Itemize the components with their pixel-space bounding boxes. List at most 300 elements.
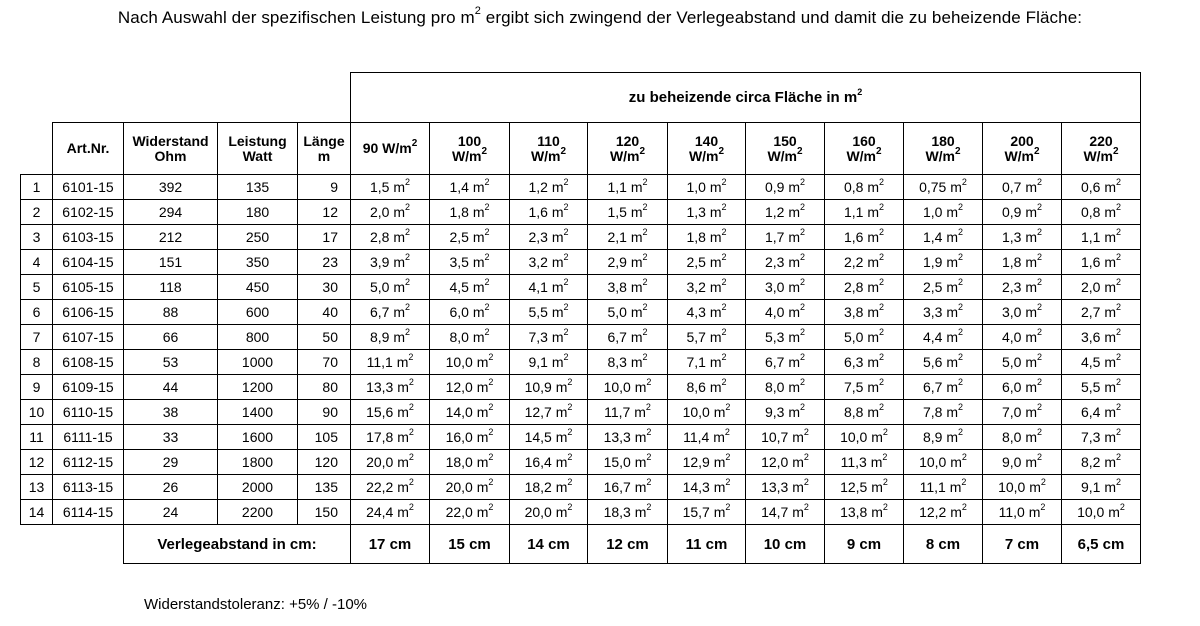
table-row <box>21 175 1141 200</box>
area-unit-sup: 2 <box>725 477 731 488</box>
area-unit: m <box>393 504 409 520</box>
area-unit-sup: 2 <box>961 177 967 188</box>
area-unit-sup: 2 <box>800 377 806 388</box>
area-unit: m <box>1100 254 1116 270</box>
area-value: 1,8 <box>1001 254 1022 270</box>
area-unit-sup: 2 <box>1037 377 1043 388</box>
area-cell <box>668 225 746 250</box>
area-unit: m <box>1100 404 1116 420</box>
area-value: 2,8 <box>843 279 864 295</box>
area-cell <box>746 500 825 525</box>
area-unit-sup: 2 <box>1040 502 1046 513</box>
resistance-ohm: 53 <box>124 350 218 375</box>
intro-text-main: Nach Auswahl der spezifischen Leistung pro m <box>117 8 475 27</box>
header-widerstand-line2: Ohm <box>154 147 187 164</box>
area-value: 0,9 <box>1001 204 1022 220</box>
area-cell <box>983 200 1062 225</box>
area-value: 16,7 <box>603 479 631 495</box>
area-unit: m <box>472 454 489 470</box>
area-unit-sup: 2 <box>958 252 964 263</box>
area-cell <box>588 500 668 525</box>
area-unit-sup: 2 <box>567 502 573 513</box>
area-cell <box>825 450 904 475</box>
area-value: 11,4 <box>683 429 710 445</box>
article-number: 6112-15 <box>53 450 124 475</box>
area-unit: m <box>1021 229 1037 245</box>
area-value: 1,5 <box>369 179 390 195</box>
area-cell <box>510 425 588 450</box>
area-unit: m <box>1024 504 1041 520</box>
area-cell <box>1062 425 1141 450</box>
area-unit: m <box>472 429 489 445</box>
area-unit: m <box>1025 479 1041 495</box>
area-value: 1,8 <box>449 204 469 220</box>
area-unit-sup: 2 <box>961 452 967 463</box>
area-unit-sup: 2 <box>484 327 490 338</box>
area-unit: m <box>863 354 879 370</box>
area-unit: m <box>705 304 722 320</box>
area-cell <box>668 500 746 525</box>
area-unit-sup: 2 <box>1037 402 1043 413</box>
area-unit-sup: 2 <box>1037 227 1043 238</box>
article-number: 6105-15 <box>53 275 124 300</box>
area-unit: m <box>468 229 485 245</box>
area-cell <box>904 250 983 275</box>
area-unit-sup: 2 <box>721 377 727 388</box>
area-value: 5,5 <box>528 304 548 320</box>
header-area-sup: 2 <box>797 145 803 157</box>
area-cell <box>351 300 430 325</box>
area-value: 9,3 <box>764 404 785 420</box>
area-unit: m <box>1021 179 1037 195</box>
area-value: 6,0 <box>1001 379 1022 395</box>
area-unit-sup: 2 <box>882 477 888 488</box>
area-value: 15,6 <box>366 404 394 420</box>
area-unit-sup: 2 <box>484 177 490 188</box>
area-cell <box>904 475 983 500</box>
area-unit-sup: 2 <box>958 202 964 213</box>
spacing-value: 12 cm <box>588 525 668 564</box>
area-unit-sup: 2 <box>1037 177 1043 188</box>
area-cell <box>825 250 904 275</box>
area-unit-sup: 2 <box>800 227 806 238</box>
area-unit-sup: 2 <box>882 427 888 438</box>
area-unit: m <box>472 379 489 395</box>
area-cell <box>904 175 983 200</box>
area-cell <box>588 275 668 300</box>
area-cell <box>430 425 510 450</box>
area-unit-sup: 2 <box>646 477 652 488</box>
area-unit-sup: 2 <box>961 502 967 513</box>
area-cell <box>746 175 825 200</box>
area-cell <box>983 350 1062 375</box>
area-cell <box>1062 500 1141 525</box>
area-value: 7,1 <box>686 354 706 370</box>
area-unit: m <box>942 254 958 270</box>
spacing-value: 11 cm <box>668 525 746 564</box>
header-area-sup: 2 <box>639 145 646 157</box>
length-m: 40 <box>298 300 351 325</box>
row-number: 12 <box>21 450 53 475</box>
row-number: 6 <box>21 300 53 325</box>
area-cell <box>430 500 510 525</box>
area-cell <box>588 225 668 250</box>
area-value: 2,3 <box>1001 279 1022 295</box>
group-header-row <box>21 73 1141 123</box>
area-unit: m <box>626 254 643 270</box>
area-value: 10,9 <box>524 379 552 395</box>
area-unit: m <box>393 379 409 395</box>
area-unit: m <box>705 329 722 345</box>
area-cell <box>351 225 430 250</box>
resistance-ohm: 118 <box>124 275 218 300</box>
area-value: 8,2 <box>1080 454 1101 470</box>
area-value: 2,5 <box>922 279 943 295</box>
area-unit: m <box>1021 354 1037 370</box>
area-unit: m <box>630 454 647 470</box>
area-unit-sup: 2 <box>879 177 885 188</box>
area-unit-sup: 2 <box>958 327 964 338</box>
length-m: 23 <box>298 250 351 275</box>
area-cell <box>746 425 825 450</box>
area-unit-sup: 2 <box>1119 502 1125 513</box>
area-unit: m <box>945 479 962 495</box>
resistance-ohm: 26 <box>124 475 218 500</box>
power-watt: 450 <box>218 275 298 300</box>
intro-sup: 2 <box>474 5 481 18</box>
area-unit-sup: 2 <box>642 202 648 213</box>
area-unit-sup: 2 <box>484 227 490 238</box>
article-number: 6111-15 <box>53 425 124 450</box>
area-cell <box>588 350 668 375</box>
area-cell <box>351 350 430 375</box>
area-cell <box>430 250 510 275</box>
area-value: 10,0 <box>1077 504 1105 520</box>
area-unit: m <box>863 329 879 345</box>
area-unit: m <box>784 204 800 220</box>
area-value: 2,8 <box>369 229 390 245</box>
area-unit-sup: 2 <box>567 477 573 488</box>
area-unit: m <box>547 354 564 370</box>
area-value: 1,6 <box>528 204 548 220</box>
area-unit-sup: 2 <box>803 452 809 463</box>
area-cell <box>668 350 746 375</box>
area-unit: m <box>1021 279 1037 295</box>
area-cell <box>430 325 510 350</box>
area-unit-sup: 2 <box>642 327 648 338</box>
header-area-unit: W/m <box>767 147 797 164</box>
area-value: 16,4 <box>524 454 552 470</box>
area-unit-sup: 2 <box>958 227 964 238</box>
area-unit: m <box>709 429 725 445</box>
area-unit-sup: 2 <box>879 402 885 413</box>
area-value: 1,1 <box>843 204 864 220</box>
header-area-2 <box>510 123 588 175</box>
area-value: 2,5 <box>449 229 469 245</box>
area-unit-sup: 2 <box>405 202 411 213</box>
area-unit: m <box>551 454 568 470</box>
area-cell <box>1062 175 1141 200</box>
area-value: 8,0 <box>764 379 785 395</box>
area-unit: m <box>784 279 800 295</box>
area-cell <box>904 450 983 475</box>
area-cell <box>983 275 1062 300</box>
area-cell <box>746 200 825 225</box>
area-unit-sup: 2 <box>1037 452 1043 463</box>
header-area-9 <box>1062 123 1141 175</box>
area-unit: m <box>867 479 883 495</box>
area-unit: m <box>784 404 800 420</box>
area-value: 6,7 <box>369 304 390 320</box>
area-unit-sup: 2 <box>1040 477 1046 488</box>
area-unit: m <box>942 279 958 295</box>
area-unit-sup: 2 <box>721 227 727 238</box>
area-unit-sup: 2 <box>958 427 964 438</box>
area-cell <box>825 475 904 500</box>
area-value: 3,3 <box>922 304 943 320</box>
article-number: 6109-15 <box>53 375 124 400</box>
area-cell <box>351 425 430 450</box>
area-value: 12,2 <box>919 504 947 520</box>
area-cell <box>746 300 825 325</box>
spacing-value: 15 cm <box>430 525 510 564</box>
area-cell <box>825 300 904 325</box>
area-unit: m <box>392 354 409 370</box>
row-number: 14 <box>21 500 53 525</box>
area-unit-sup: 2 <box>879 227 885 238</box>
table-row <box>21 225 1141 250</box>
area-cell <box>351 175 430 200</box>
area-unit: m <box>472 479 489 495</box>
area-value: 12,0 <box>761 454 789 470</box>
area-cell <box>904 225 983 250</box>
area-cell <box>825 350 904 375</box>
area-cell <box>510 475 588 500</box>
area-unit: m <box>1021 329 1037 345</box>
area-unit-sup: 2 <box>961 477 967 488</box>
area-unit-sup: 2 <box>408 377 414 388</box>
area-value: 20,0 <box>445 479 473 495</box>
area-unit-sup: 2 <box>803 427 809 438</box>
area-value: 13,3 <box>603 429 631 445</box>
area-value: 10,0 <box>682 404 710 420</box>
area-value: 3,5 <box>449 254 469 270</box>
area-value: 4,1 <box>528 279 548 295</box>
area-unit-sup: 2 <box>1037 302 1043 313</box>
area-value: 5,0 <box>369 279 390 295</box>
area-cell <box>351 475 430 500</box>
area-unit-sup: 2 <box>721 327 727 338</box>
area-unit-sup: 2 <box>642 177 648 188</box>
area-value: 2,3 <box>528 229 548 245</box>
area-unit: m <box>946 179 962 195</box>
area-value: 5,0 <box>607 304 627 320</box>
table-row <box>21 200 1141 225</box>
area-unit: m <box>1021 379 1037 395</box>
row-number: 7 <box>21 325 53 350</box>
area-value: 1,8 <box>686 229 706 245</box>
area-value: 18,3 <box>603 504 631 520</box>
area-cell <box>904 200 983 225</box>
resistance-ohm: 24 <box>124 500 218 525</box>
area-value: 5,6 <box>922 354 943 370</box>
spacing-value: 14 cm <box>510 525 588 564</box>
area-unit-sup: 2 <box>1037 202 1043 213</box>
area-unit-sup: 2 <box>725 402 731 413</box>
area-unit-sup: 2 <box>879 352 885 363</box>
area-value: 7,3 <box>528 329 548 345</box>
area-unit-sup: 2 <box>1037 427 1043 438</box>
area-unit: m <box>389 279 405 295</box>
area-unit: m <box>788 479 804 495</box>
header-area-unit: W/m <box>451 147 482 164</box>
area-cell <box>983 225 1062 250</box>
area-value: 8,9 <box>369 329 390 345</box>
area-value: 8,8 <box>843 404 864 420</box>
area-unit: m <box>626 354 643 370</box>
area-unit-sup: 2 <box>800 177 806 188</box>
area-value: 11,7 <box>604 404 631 420</box>
header-area-sup: 2 <box>411 138 418 150</box>
area-cell <box>983 500 1062 525</box>
table-row <box>21 375 1141 400</box>
header-area-value: 120 <box>615 132 640 149</box>
area-value: 1,1 <box>1080 229 1101 245</box>
area-unit-sup: 2 <box>1037 327 1043 338</box>
header-area-3 <box>588 123 668 175</box>
area-value: 1,2 <box>528 179 548 195</box>
area-value: 3,8 <box>607 279 627 295</box>
area-cell <box>588 300 668 325</box>
area-unit-sup: 2 <box>1116 177 1122 188</box>
area-value: 15,7 <box>682 504 710 520</box>
area-cell <box>904 300 983 325</box>
area-value: 13,3 <box>366 379 394 395</box>
area-cell <box>983 300 1062 325</box>
header-area-unit: W/m <box>1004 147 1034 164</box>
group-title-sup: 2 <box>857 87 863 97</box>
area-unit: m <box>626 329 643 345</box>
area-value: 6,0 <box>449 304 469 320</box>
area-unit-sup: 2 <box>721 177 727 188</box>
length-m: 80 <box>298 375 351 400</box>
area-value: 0,8 <box>843 179 864 195</box>
area-unit: m <box>946 504 962 520</box>
resistance-ohm: 294 <box>124 200 218 225</box>
area-unit-sup: 2 <box>958 277 964 288</box>
area-unit-sup: 2 <box>405 177 411 188</box>
area-cell <box>1062 300 1141 325</box>
tolerance-note: Widerstandstoleranz: +5% / -10% <box>144 596 368 613</box>
spacing-label: Verlegeabstand in cm: <box>124 525 351 564</box>
area-unit: m <box>946 454 962 470</box>
article-number: 6104-15 <box>53 250 124 275</box>
area-unit-sup: 2 <box>879 202 885 213</box>
area-cell <box>588 250 668 275</box>
area-value: 5,3 <box>764 329 785 345</box>
area-unit: m <box>705 379 722 395</box>
table-row <box>21 275 1141 300</box>
area-cell <box>430 275 510 300</box>
area-cell <box>1062 275 1141 300</box>
article-number: 6114-15 <box>53 500 124 525</box>
area-unit-sup: 2 <box>1116 202 1122 213</box>
area-unit-sup: 2 <box>1116 402 1122 413</box>
area-unit: m <box>547 279 564 295</box>
row-number: 2 <box>21 200 53 225</box>
area-value: 6,4 <box>1080 404 1101 420</box>
area-unit-sup: 2 <box>405 277 411 288</box>
area-value: 6,7 <box>607 329 627 345</box>
area-cell <box>510 400 588 425</box>
area-unit-sup: 2 <box>646 452 652 463</box>
area-cell <box>825 325 904 350</box>
area-unit-sup: 2 <box>488 377 494 388</box>
area-cell <box>1062 325 1141 350</box>
header-leistung <box>218 123 298 175</box>
area-cell <box>825 200 904 225</box>
area-cell <box>983 450 1062 475</box>
row-number: 10 <box>21 400 53 425</box>
header-widerstand-line1: Widerstand <box>132 132 209 149</box>
area-cell <box>746 275 825 300</box>
intro-text <box>0 5 1200 28</box>
length-m: 135 <box>298 475 351 500</box>
area-cell <box>430 350 510 375</box>
heating-area-table <box>20 72 1141 564</box>
column-header-row <box>21 123 1141 175</box>
area-value: 14,7 <box>761 504 789 520</box>
area-cell <box>825 425 904 450</box>
area-unit: m <box>705 204 722 220</box>
area-unit-sup: 2 <box>484 252 490 263</box>
area-unit-sup: 2 <box>725 452 731 463</box>
area-unit: m <box>1100 179 1116 195</box>
area-value: 8,9 <box>922 429 943 445</box>
article-number: 6106-15 <box>53 300 124 325</box>
area-cell <box>351 450 430 475</box>
table-row <box>21 425 1141 450</box>
table-row <box>21 400 1141 425</box>
area-unit: m <box>866 454 883 470</box>
area-value: 8,3 <box>607 354 627 370</box>
area-unit: m <box>547 204 564 220</box>
power-watt: 1000 <box>218 350 298 375</box>
area-unit: m <box>942 379 958 395</box>
area-unit: m <box>863 379 879 395</box>
area-unit-sup: 2 <box>646 502 652 513</box>
area-cell <box>351 400 430 425</box>
area-unit-sup: 2 <box>882 502 888 513</box>
area-unit-sup: 2 <box>800 202 806 213</box>
length-m: 70 <box>298 350 351 375</box>
area-value: 10,0 <box>840 429 868 445</box>
area-value: 10,0 <box>603 379 631 395</box>
area-cell <box>588 475 668 500</box>
area-value: 8,0 <box>449 329 469 345</box>
area-unit-sup: 2 <box>800 327 806 338</box>
area-unit: m <box>784 354 800 370</box>
area-value: 5,0 <box>843 329 864 345</box>
area-unit: m <box>1021 254 1037 270</box>
area-unit-sup: 2 <box>563 177 569 188</box>
area-unit-sup: 2 <box>721 202 727 213</box>
spacing-row <box>21 525 1141 564</box>
header-laenge-line1: Länge <box>303 132 345 149</box>
article-number: 6113-15 <box>53 475 124 500</box>
area-cell <box>430 175 510 200</box>
area-unit: m <box>626 279 643 295</box>
